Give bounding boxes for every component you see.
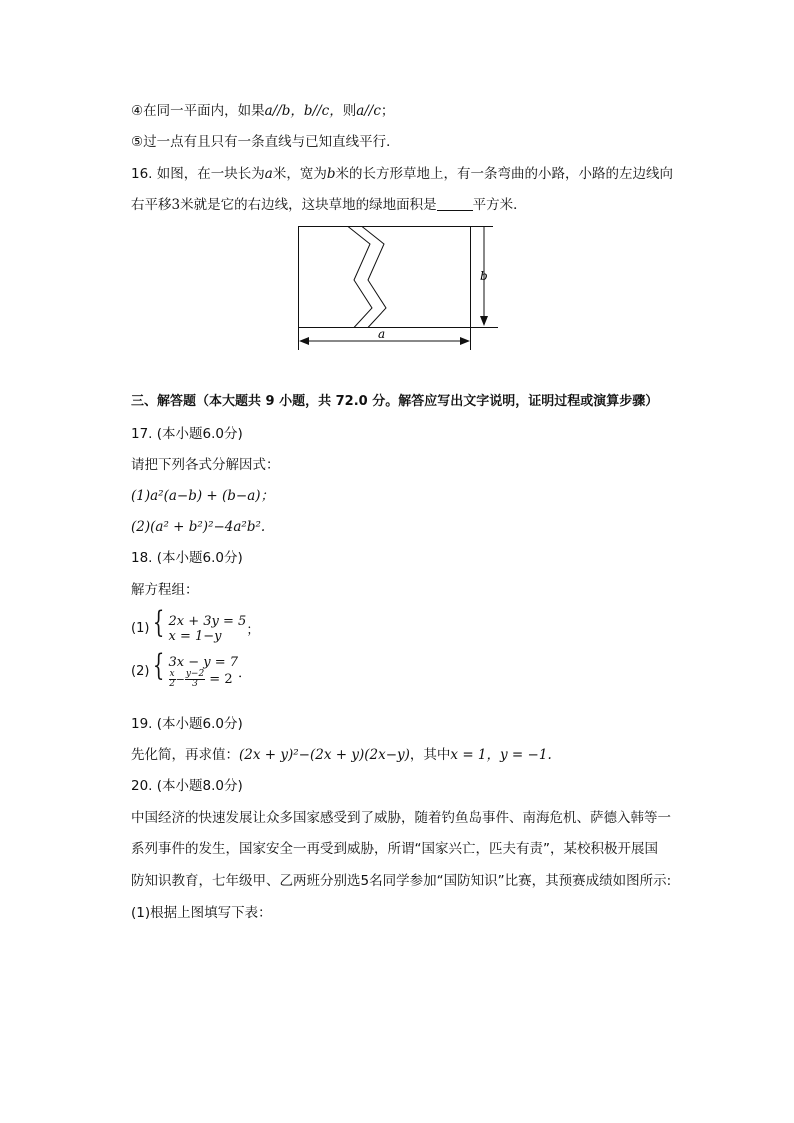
answer-blank	[437, 196, 473, 211]
q17-heading: 17. (本小题6.0分)	[131, 426, 243, 442]
q18-heading: 18. (本小题6.0分)	[131, 550, 243, 566]
grass-rectangle	[299, 227, 471, 328]
path-right-edge	[362, 227, 386, 328]
q20-paragraph-2: 系列事件的发生，国家安全一再受到威胁，所谓“国家兴亡，匹夫有责”，某校积极开展国	[131, 841, 658, 857]
q16-line-1: 16. 如图，在一块长为a米，宽为b米的长方形草地上，有一条弯曲的小路，小路的左边线向	[131, 166, 673, 182]
q19-question: 先化简，再求值：(2x + y)²−(2x + y)(2x−y)，其中x = 1，y = −1.	[131, 747, 552, 763]
q20-paragraph-1: 中国经济的快速发展让众多国家感受到了威胁，随着钓鱼岛事件、南海危机、萨德入韩等一	[131, 810, 671, 826]
q17-part-2: (2)(a² + b²)²−4a²b².	[131, 519, 266, 535]
path-left-edge	[348, 227, 372, 328]
q16-figure	[290, 220, 510, 355]
q16-line-2: 右平移3米就是它的右边线，这块草地的绿地面积是 平方米．	[131, 197, 527, 213]
q19-heading: 19. (本小题6.0分)	[131, 716, 243, 732]
q17-part-1: (1)a²(a−b) + (b−a)；	[131, 488, 275, 504]
label-b: b	[480, 269, 488, 283]
q18-intro: 解方程组：	[131, 582, 199, 598]
q18-system-1: (1) { 2x + 3y = 5 x = 1−y ；	[131, 605, 260, 644]
q17-intro: 请把下列各式分解因式：	[131, 457, 280, 473]
q20-part-1: (1)根据上图填写下表：	[131, 905, 272, 921]
q18-system-2: (2) { 3x − y = 7 $\frac{x}{2}$ − $\frac{y-2}{3}$ = 2 ．	[131, 648, 252, 689]
statement-5: ⑤过一点有且只有一条直线与已知直线平行．	[131, 134, 400, 150]
q20-paragraph-3: 防知识教育，七年级甲、乙两班分别选5名同学参加“国防知识”比赛，其预赛成绩如图所示:	[131, 873, 672, 889]
section-heading: 三、解答题（本大题共 9 小题，共 72.0 分。解答应写出文字说明，证明过程或演算步骤）	[131, 394, 659, 409]
label-a: a	[378, 327, 386, 341]
q20-heading: 20. (本小题8.0分)	[131, 778, 243, 794]
statement-4: ④在同一平面内，如果a//b，b//c，则a//c；	[131, 103, 395, 119]
